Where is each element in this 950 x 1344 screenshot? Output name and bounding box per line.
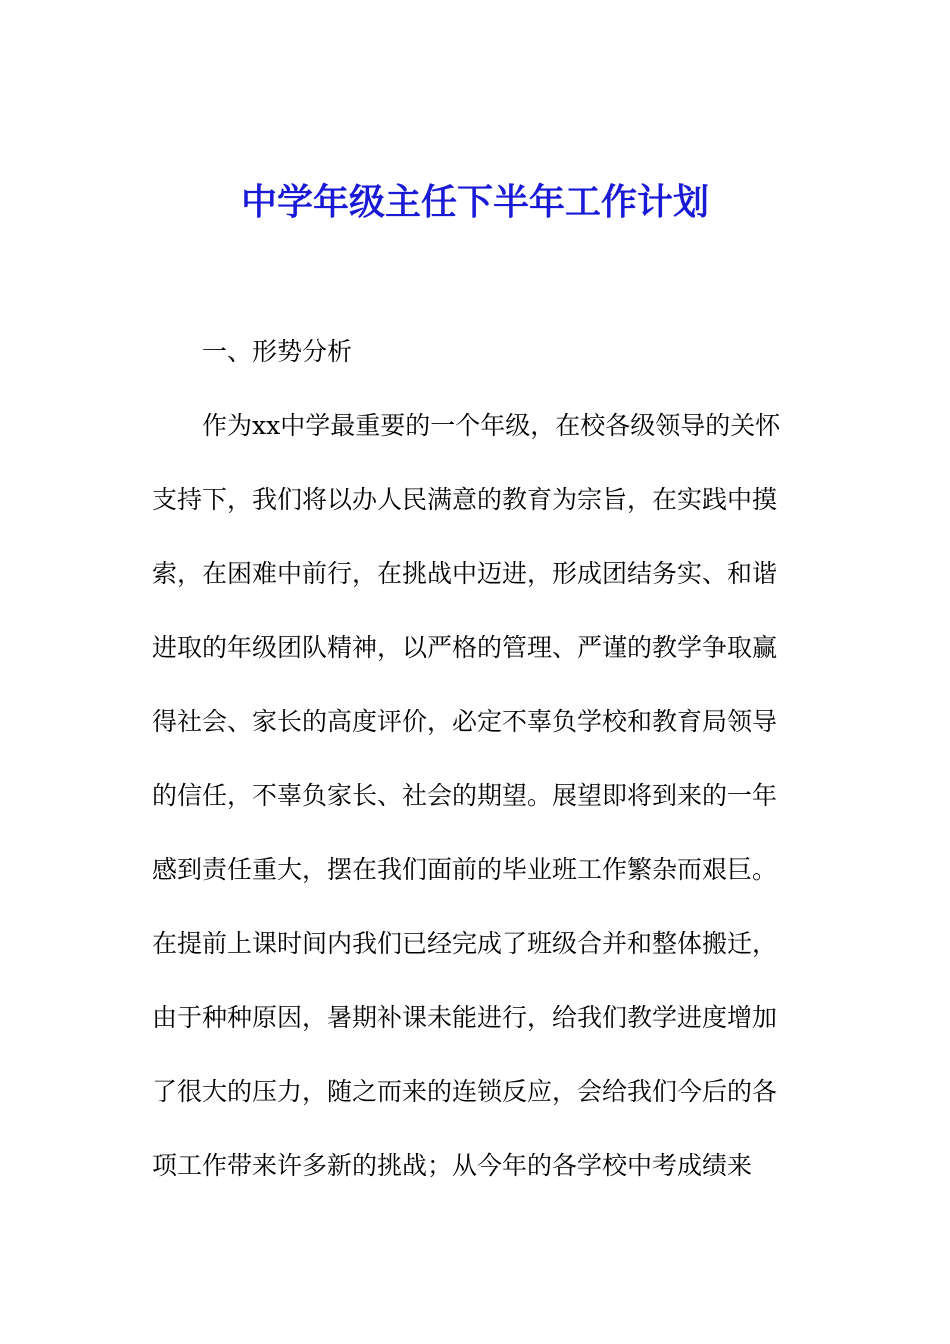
paragraph-line: 的信任，不辜负家长、社会的期望。展望即将到来的一年 bbox=[152, 781, 778, 810]
paragraph-line: 进取的年级团队精神，以严格的管理、严谨的教学争取赢 bbox=[152, 633, 778, 662]
paragraph-line: 感到责任重大，摆在我们面前的毕业班工作繁杂而艰巨。 bbox=[152, 855, 778, 884]
paragraph-line: 在提前上课时间内我们已经完成了班级合并和整体搬迁， bbox=[152, 929, 778, 958]
paragraph-line: 作为xx中学最重要的一个年级，在校各级领导的关怀 bbox=[202, 411, 781, 440]
paragraph-line: 得社会、家长的高度评价，必定不辜负学校和教育局领导 bbox=[152, 707, 778, 736]
paragraph-line: 支持下，我们将以办人民满意的教育为宗旨，在实践中摸 bbox=[152, 485, 778, 514]
document-title: 中学年级主任下半年工作计划 bbox=[240, 182, 709, 223]
paragraph-line: 项工作带来许多新的挑战；从今年的各学校中考成绩来 bbox=[152, 1151, 753, 1180]
paragraph-line: 由于种种原因，暑期补课未能进行，给我们教学进度增加 bbox=[152, 1003, 778, 1032]
section-heading: 一、形势分析 bbox=[202, 337, 353, 366]
paragraph-line: 索，在困难中前行，在挑战中迈进，形成团结务实、和谐 bbox=[152, 559, 778, 588]
paragraph-line: 了很大的压力，随之而来的连锁反应，会给我们今后的各 bbox=[152, 1077, 778, 1106]
